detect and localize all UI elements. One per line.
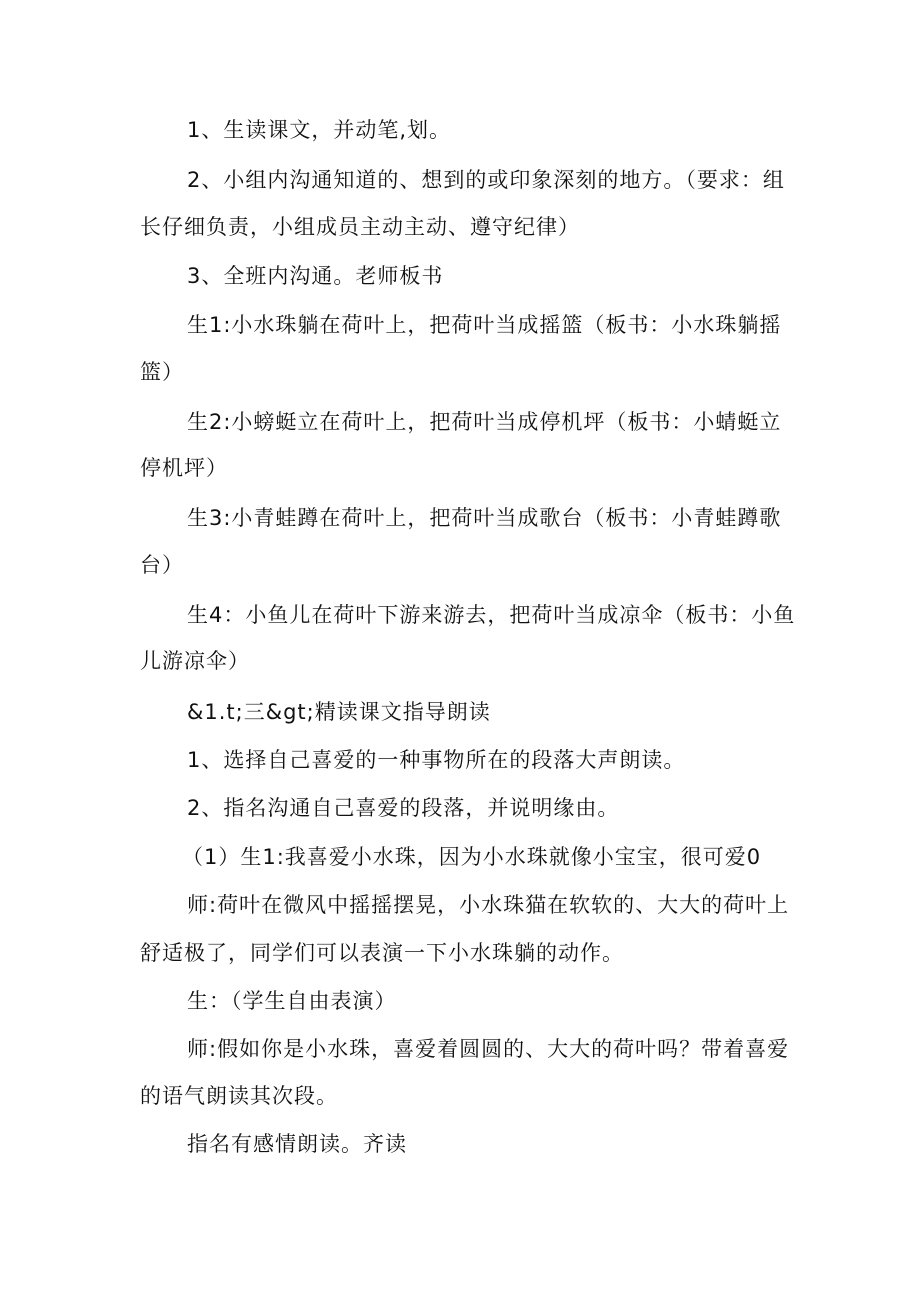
text-line: 篮） <box>140 360 184 384</box>
text-line: 1、选择自己喜爱的一种事物所在的段落大声朗读。 <box>187 748 686 772</box>
text-line: （1）生1:我喜爱小水珠，因为小水珠就像小宝宝，很可爱0 <box>182 845 762 869</box>
text-line: 生1:小水珠躺在荷叶上，把荷叶当成摇篮（板书：小水珠躺摇 <box>187 313 782 337</box>
text-line: 儿游凉伞） <box>140 649 250 673</box>
text-line: 生3:小青蛙蹲在荷叶上，把荷叶当成歌台（板书：小青蛙蹲歌 <box>187 506 782 530</box>
text-line: 师:假如你是小水珠，喜爱着圆圆的、大大的荷叶吗？带着喜爱 <box>187 1037 790 1061</box>
text-line: 3、全班内沟通。老师板书 <box>187 264 444 288</box>
section-heading: &1.t;三&gt;精读课文指导朗读 <box>187 700 491 724</box>
text-line: 指名有感情朗读。齐读 <box>187 1132 407 1156</box>
text-line: 2、指名沟通自己喜爱的段落，并说明缘由。 <box>187 796 620 820</box>
text-line: 师:荷叶在微风中摇摇摆晃，小水珠猫在软软的、大大的荷叶上 <box>187 893 790 917</box>
text-line: 生2:小螃蜓立在荷叶上，把荷叶当成停机坪（板书：小蜻蜓立 <box>187 410 782 434</box>
text-line: 台） <box>140 553 184 577</box>
text-line: 停机坪） <box>140 456 228 480</box>
text-line: 舒适极了，同学们可以表演一下小水珠躺的动作。 <box>140 941 624 965</box>
text-line: 2、小组内沟通知道的、想到的或印象深刻的地方。（要求：组 <box>187 168 785 192</box>
text-line: 长仔细负责，小组成员主动主动、遵守纪律） <box>140 215 580 239</box>
text-line: 1、生读课文，并动笔,划。 <box>187 118 452 142</box>
text-line: 的语气朗读其次段。 <box>140 1084 338 1108</box>
text-line: 生：（学生自由表演） <box>187 989 397 1013</box>
text-line: 生4：小鱼儿在荷叶下游来游去，把荷叶当成凉伞（板书：小鱼 <box>187 603 796 627</box>
